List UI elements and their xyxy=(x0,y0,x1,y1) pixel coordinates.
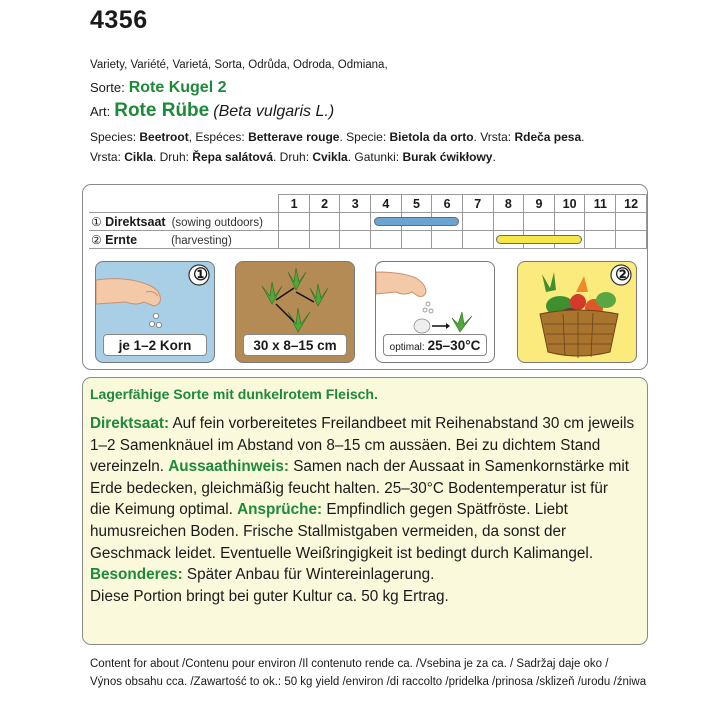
month-4: 4 xyxy=(371,195,402,213)
tile-caption-spacing: 30 x 8–15 cm xyxy=(243,334,347,356)
sorte-value: Rote Kugel 2 xyxy=(128,79,227,96)
row-label-en: (sowing outdoors) xyxy=(171,216,263,229)
tile-spacing xyxy=(235,261,355,363)
product-code: 4356 xyxy=(90,6,148,34)
desc-line: Geschmack leidet. Eventuelle Weißringigkeit ist bedingt durch Kalimangel. xyxy=(90,544,594,562)
species-pl: Burak ćwikłowy xyxy=(402,150,493,164)
month-3: 3 xyxy=(340,195,371,213)
row-label-direktsaat: Direktsaat xyxy=(105,214,166,229)
month-2: 2 xyxy=(309,195,340,213)
tile-sowing-seeds xyxy=(95,261,215,363)
art-latin-name: (Beta vulgaris L.) xyxy=(213,103,335,120)
month-5: 5 xyxy=(401,195,432,213)
calendar-row-sowing xyxy=(89,213,647,231)
species-cz: Řepa salátová xyxy=(192,150,274,164)
period-bar xyxy=(374,217,460,226)
calendar-header-row xyxy=(89,195,647,213)
species-sl: Rdeča pesa xyxy=(514,130,582,144)
art-value: Rote Rübe xyxy=(114,100,210,121)
art-label: Art: xyxy=(90,104,111,119)
desc-line: die Keimung optimal. Ansprüche: Empfindlich gegen Spätfröste. Liebt xyxy=(90,501,568,519)
month-6: 6 xyxy=(432,195,463,213)
desc-line: Direktsaat: Auf fein vorbereitetes Freilandbeet mit Reihenabstand 30 cm jeweils xyxy=(90,415,635,432)
art-line xyxy=(90,100,334,122)
desc-line: 1–2 Samenknäuel im Abstand von 8–15 cm aussäen. Bei zu dichtem Stand xyxy=(90,436,601,454)
month-11: 11 xyxy=(585,195,616,213)
sorte-line xyxy=(90,79,226,97)
footer-content-line-2: Výnos obsahu cca. /Zawartość to ok.: 50 kg yield /environ /di raccolto /pridelka /prinosa /sklizeň /urodu /źniwa xyxy=(90,676,647,688)
desc-line: vereinzeln. Aussaathinweis: Samen nach der Aussaat in Samenkornstärke mit xyxy=(90,458,630,476)
species-hr: Cikla xyxy=(124,150,153,164)
variety-multilingual-label: Variety, Variété, Varietá, Sorta, Odrůda, Odroda, Odmiana, xyxy=(90,59,388,71)
description-body xyxy=(90,413,642,607)
footer-content-line-1: Content for about /Contenu pour environ /Il contenuto rende ca. /Vsebina je za ca. / Sadržaj daje oko / xyxy=(90,658,609,670)
step-badge-2: ② xyxy=(615,265,631,284)
temp-prefix: optimal: xyxy=(389,342,425,353)
row-label-ernte: Ernte xyxy=(105,232,138,247)
tile-caption-seeds: je 1–2 Korn xyxy=(103,334,207,356)
row-number-badge: ① xyxy=(91,214,102,229)
species-line-1: Species: Beetroot, Espéces: Betterave rouge. Specie: Bietola da orto. Vrsta: Rdeča pesa. xyxy=(90,130,585,144)
tile-caption-temperature xyxy=(383,334,487,356)
cultivation-panel xyxy=(82,184,648,370)
species-it: Bietola da orto xyxy=(389,130,474,144)
tile-germination xyxy=(375,261,495,363)
desc-line: Erde bedecken, gleichmäßig feucht halten. 25–30°C Bodentemperatur ist für xyxy=(90,479,609,497)
tile-harvest xyxy=(517,261,637,363)
desc-line: Diese Portion bringt bei guter Kultur ca. 50 kg Ertrag. xyxy=(90,587,449,605)
month-10: 10 xyxy=(554,195,585,213)
heading-aussaathinweis: Aussaathinweis: xyxy=(168,458,289,476)
row-number-badge: ② xyxy=(91,232,102,247)
species-line-2: Vrsta: Cikla. Druh: Řepa salátová. Druh: Cvikla. Gatunki: Burak ćwikłowy. xyxy=(90,150,496,164)
heading-besonderes: Besonderes: xyxy=(90,566,183,584)
sorte-label: Sorte: xyxy=(90,80,125,95)
month-9: 9 xyxy=(524,195,555,213)
heading-direktsaat: Direktsaat: xyxy=(90,415,170,432)
month-12: 12 xyxy=(616,195,647,213)
step-badge-1: ① xyxy=(193,265,209,284)
desc-line: Besonderes: Später Anbau für Wintereinlagerung. xyxy=(90,566,435,584)
desc-line: humusreichen Boden. Frische Stallmistgaben vermeiden, da sonst der xyxy=(90,522,567,540)
row-label-en: (harvesting) xyxy=(171,234,232,247)
month-7: 7 xyxy=(462,195,493,213)
description-headline: Lagerfähige Sorte mit dunkelrotem Fleisch. xyxy=(90,386,378,402)
month-8: 8 xyxy=(493,195,524,213)
species-en: Beetroot xyxy=(139,130,189,144)
month-1: 1 xyxy=(279,195,310,213)
heading-ansprueche: Ansprüche: xyxy=(237,501,323,519)
temp-value: 25–30°C xyxy=(427,338,481,353)
species-fr: Betterave rouge xyxy=(248,130,340,144)
period-bar xyxy=(496,235,582,244)
species-sk: Cvikla xyxy=(312,150,348,164)
description-box xyxy=(82,377,648,645)
